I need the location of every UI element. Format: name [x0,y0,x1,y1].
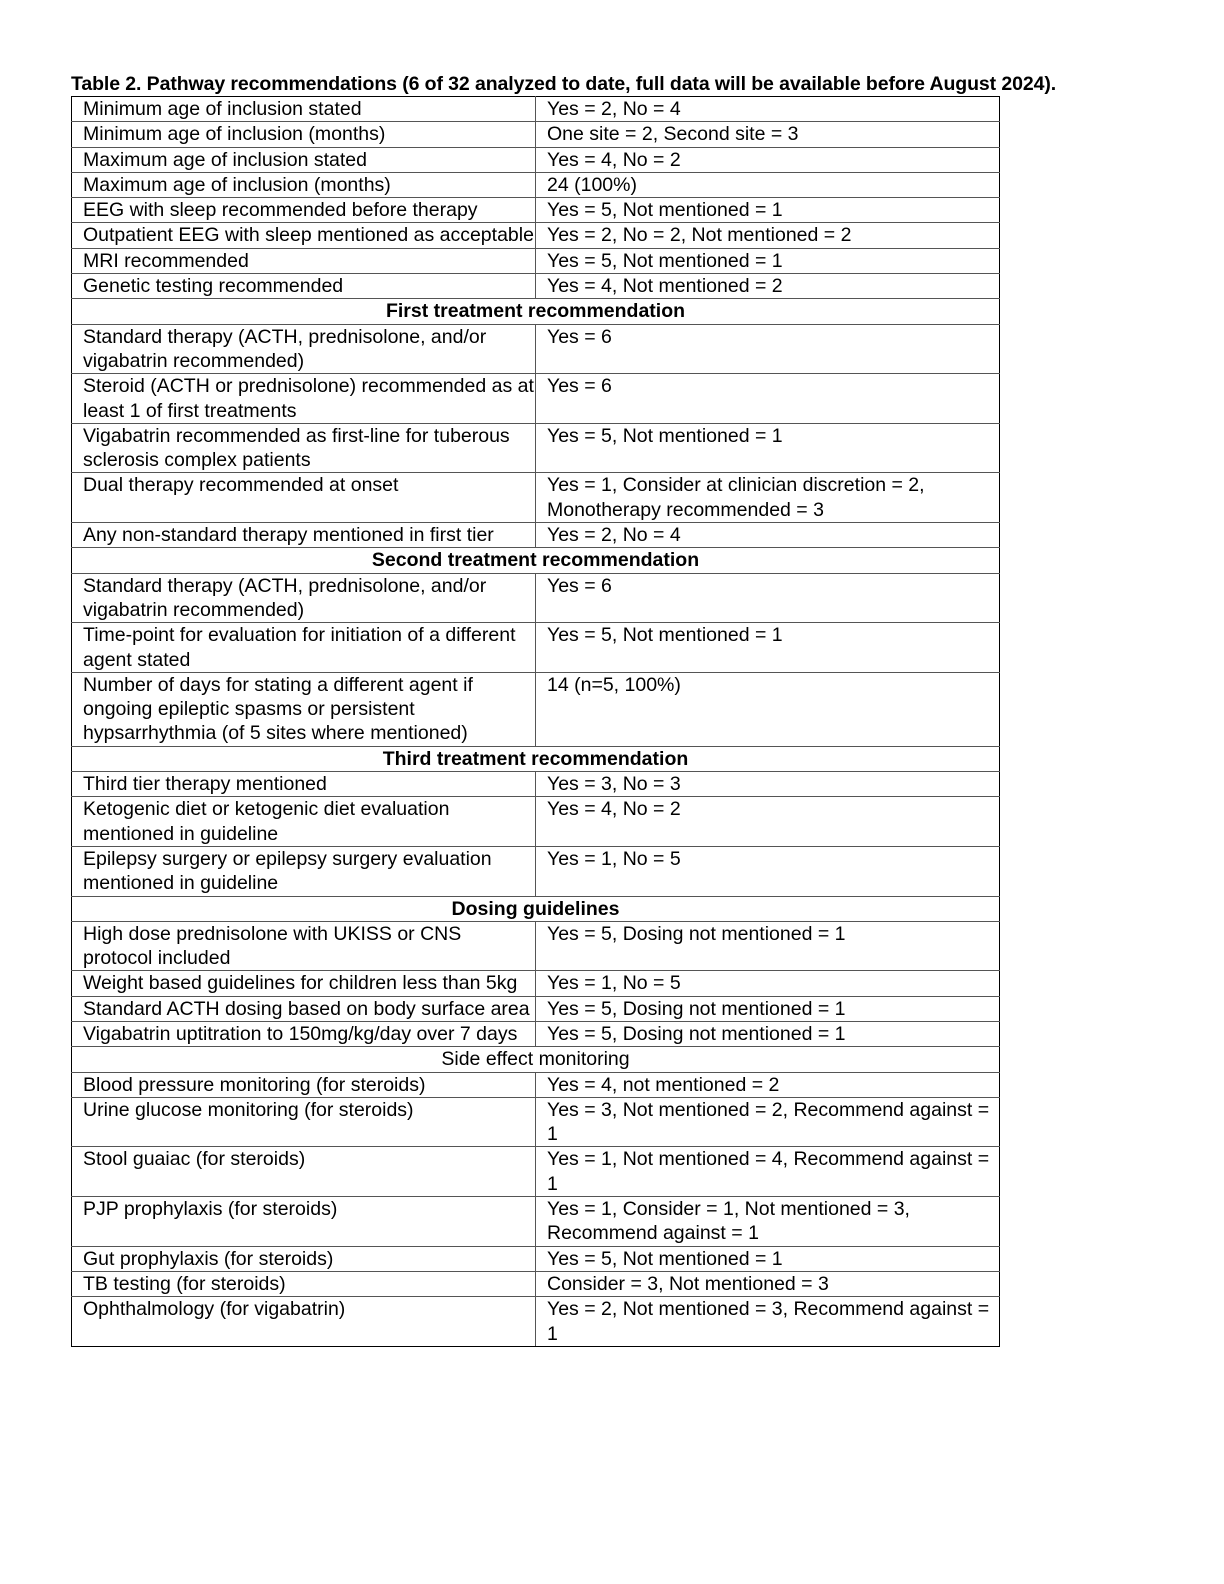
row-value: Yes = 2, Not mentioned = 3, Recommend against = 1 [536,1297,1000,1347]
section-header: Side effect monitoring [72,1047,1000,1072]
table-row [72,1072,1000,1097]
table-row [72,248,1000,273]
row-label: Stool guaiac (for steroids) [72,1147,536,1197]
row-label: Minimum age of inclusion stated [72,97,536,122]
row-label: Steroid (ACTH or prednisolone) recommended as at least 1 of first treatments [72,374,536,424]
table-row [72,996,1000,1021]
row-label: High dose prednisolone with UKISS or CNS protocol included [72,921,536,971]
row-label: EEG with sleep recommended before therapy [72,198,536,223]
row-value: 14 (n=5, 100%) [536,672,1000,746]
row-label: Standard ACTH dosing based on body surface area [72,996,536,1021]
row-label: Genetic testing recommended [72,274,536,299]
row-label: Dual therapy recommended at onset [72,473,536,523]
table-row [72,971,1000,996]
row-value: Yes = 2, No = 2, Not mentioned = 2 [536,223,1000,248]
row-value: Yes = 4, No = 2 [536,147,1000,172]
section-header: Dosing guidelines [72,896,1000,921]
table-row [72,573,1000,623]
table-row [72,1147,1000,1197]
table-caption: Table 2. Pathway recommendations (6 of 32 analyzed to date, full data will be available before August 2024). [71,73,1057,95]
section-header: First treatment recommendation [72,299,1000,324]
row-label: PJP prophylaxis (for steroids) [72,1197,536,1247]
table-body [72,97,1000,1347]
table-row [72,672,1000,746]
table-row [72,223,1000,248]
row-value: Yes = 5, Dosing not mentioned = 1 [536,1021,1000,1046]
section-header-row [72,299,1000,324]
row-label: Maximum age of inclusion stated [72,147,536,172]
row-value: Yes = 5, Not mentioned = 1 [536,423,1000,473]
table-row [72,1297,1000,1347]
row-value: Yes = 5, Not mentioned = 1 [536,248,1000,273]
table-row [72,423,1000,473]
table-row [72,1097,1000,1147]
row-value: One site = 2, Second site = 3 [536,122,1000,147]
table-row [72,473,1000,523]
row-value: Yes = 5, Not mentioned = 1 [536,623,1000,673]
table-row [72,374,1000,424]
row-value: Yes = 1, Not mentioned = 4, Recommend against = 1 [536,1147,1000,1197]
table-row [72,921,1000,971]
table-row [72,122,1000,147]
row-value: 24 (100%) [536,172,1000,197]
section-header-row [72,746,1000,771]
section-header-row [72,548,1000,573]
table-row [72,523,1000,548]
row-label: Standard therapy (ACTH, prednisolone, and/or vigabatrin recommended) [72,324,536,374]
row-label: Third tier therapy mentioned [72,772,536,797]
row-value: Yes = 3, Not mentioned = 2, Recommend against = 1 [536,1097,1000,1147]
row-value: Yes = 4, not mentioned = 2 [536,1072,1000,1097]
row-value: Yes = 4, No = 2 [536,797,1000,847]
row-value: Yes = 3, No = 3 [536,772,1000,797]
row-label: Time-point for evaluation for initiation of a different agent stated [72,623,536,673]
table-row [72,1197,1000,1247]
row-label: Ophthalmology (for vigabatrin) [72,1297,536,1347]
table-row [72,274,1000,299]
table-row [72,772,1000,797]
row-label: Minimum age of inclusion (months) [72,122,536,147]
row-value: Yes = 5, Not mentioned = 1 [536,198,1000,223]
table-row [72,97,1000,122]
row-label: MRI recommended [72,248,536,273]
row-value: Yes = 2, No = 4 [536,97,1000,122]
row-label: Urine glucose monitoring (for steroids) [72,1097,536,1147]
row-value: Yes = 2, No = 4 [536,523,1000,548]
row-value: Yes = 5, Dosing not mentioned = 1 [536,996,1000,1021]
row-label: Weight based guidelines for children less than 5kg [72,971,536,996]
section-header-row [72,896,1000,921]
section-header: Second treatment recommendation [72,548,1000,573]
table-row [72,797,1000,847]
row-label: Blood pressure monitoring (for steroids) [72,1072,536,1097]
row-value: Yes = 1, No = 5 [536,971,1000,996]
row-label: Any non-standard therapy mentioned in first tier [72,523,536,548]
row-label: Gut prophylaxis (for steroids) [72,1246,536,1271]
table-row [72,623,1000,673]
table-row [72,1021,1000,1046]
row-value: Yes = 5, Dosing not mentioned = 1 [536,921,1000,971]
row-value: Consider = 3, Not mentioned = 3 [536,1271,1000,1296]
table-row [72,198,1000,223]
row-label: Vigabatrin uptitration to 150mg/kg/day over 7 days [72,1021,536,1046]
row-label: Epilepsy surgery or epilepsy surgery evaluation mentioned in guideline [72,846,536,896]
row-value: Yes = 5, Not mentioned = 1 [536,1246,1000,1271]
row-label: Maximum age of inclusion (months) [72,172,536,197]
row-label: Ketogenic diet or ketogenic diet evaluation mentioned in guideline [72,797,536,847]
row-value: Yes = 6 [536,573,1000,623]
row-label: Standard therapy (ACTH, prednisolone, and/or vigabatrin recommended) [72,573,536,623]
row-label: Outpatient EEG with sleep mentioned as acceptable [72,223,536,248]
pathway-recommendations-table [71,96,1000,1347]
row-label: TB testing (for steroids) [72,1271,536,1296]
section-header-row [72,1047,1000,1072]
row-value: Yes = 1, Consider = 1, Not mentioned = 3, Recommend against = 1 [536,1197,1000,1247]
row-value: Yes = 1, No = 5 [536,846,1000,896]
row-value: Yes = 1, Consider at clinician discretion = 2, Monotherapy recommended = 3 [536,473,1000,523]
table-row [72,1246,1000,1271]
table-row [72,1271,1000,1296]
table-row [72,846,1000,896]
row-value: Yes = 4, Not mentioned = 2 [536,274,1000,299]
section-header: Third treatment recommendation [72,746,1000,771]
table-row [72,172,1000,197]
row-value: Yes = 6 [536,374,1000,424]
table-row [72,147,1000,172]
row-label: Vigabatrin recommended as first-line for tuberous sclerosis complex patients [72,423,536,473]
row-value: Yes = 6 [536,324,1000,374]
row-label: Number of days for stating a different agent if ongoing epileptic spasms or persistent hypsarrhythmia (of 5 sites where mentioned) [72,672,536,746]
table-row [72,324,1000,374]
